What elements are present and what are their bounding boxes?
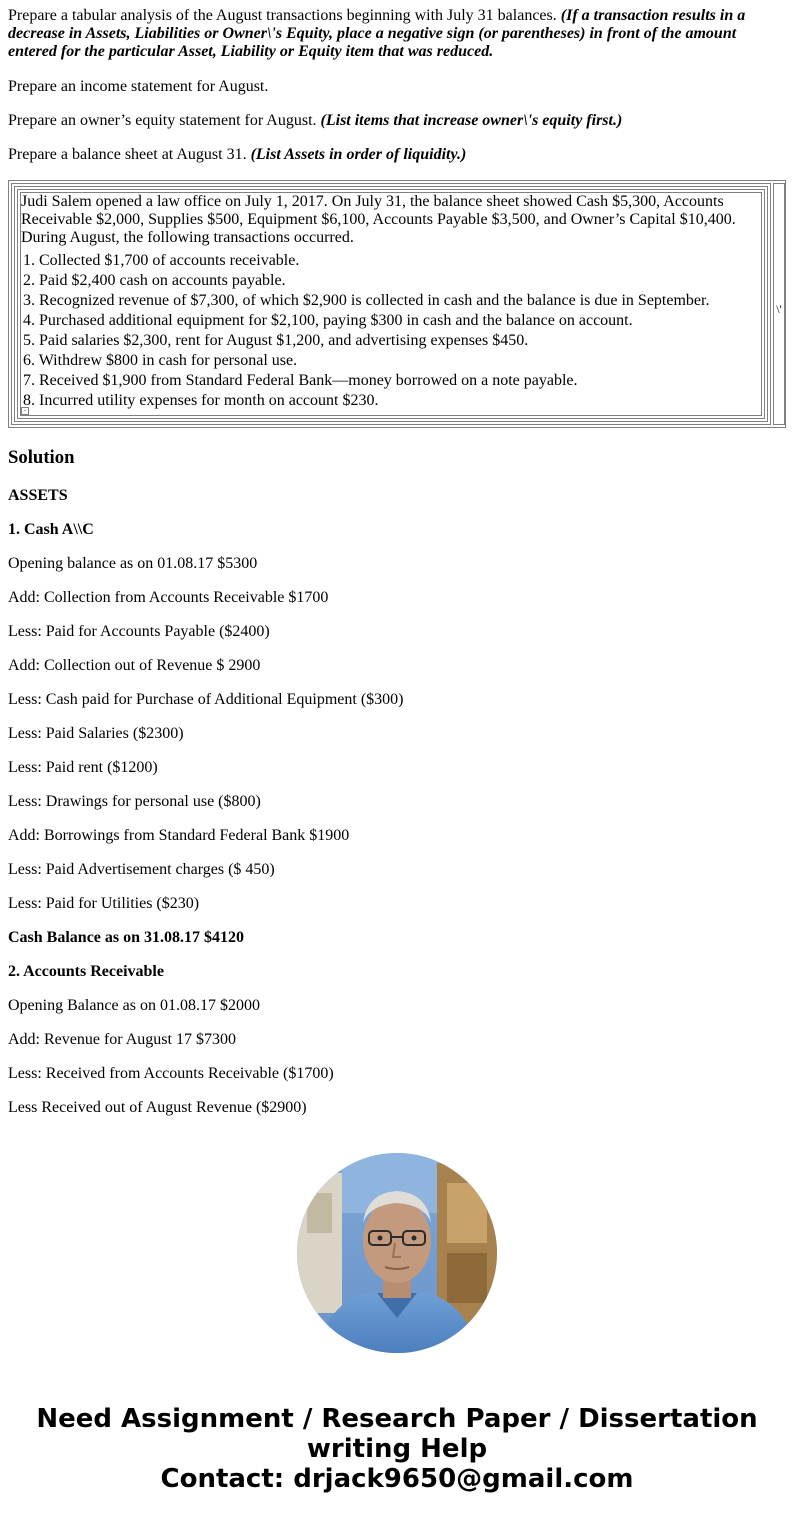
ar-line: Less Received out of August Revenue ($2900) (8, 1099, 307, 1116)
instruction-income-statement: Prepare an income statement for August. (8, 78, 269, 95)
transaction-list (23, 251, 763, 411)
cash-balance: Cash Balance as on 31.08.17 $4120 (8, 929, 245, 946)
instruction-text: Prepare an owner’s equity statement for August. (8, 112, 321, 129)
instruction-text: Prepare a balance sheet at August 31. (8, 146, 251, 163)
solution-heading: Solution (8, 447, 75, 468)
avatar (297, 1153, 497, 1353)
list-item: 5. Paid salaries $2,300, rent for August $1,200, and advertising expenses $450. (23, 332, 529, 349)
mini-box-mark: - (21, 407, 29, 415)
accounts-receivable-heading: 2. Accounts Receivable (8, 963, 164, 980)
list-item: 1. Collected $1,700 of accounts receivable. (23, 252, 300, 269)
instruction-balance-sheet (8, 146, 778, 164)
ar-line: Opening Balance as on 01.08.17 $2000 (8, 997, 260, 1014)
cash-line: Less: Paid for Accounts Payable ($2400) (8, 623, 270, 640)
instruction-equity-statement (8, 112, 778, 130)
list-item: 2. Paid $2,400 cash on accounts payable. (23, 272, 286, 289)
cash-line: Add: Borrowings from Standard Federal Bank $1900 (8, 827, 350, 844)
problem-frame-content (20, 192, 762, 416)
list-item: 6. Withdrew $800 in cash for personal use. (23, 352, 298, 369)
list-item: 4. Purchased additional equipment for $2,100, paying $300 in cash and the balance on account. (23, 312, 633, 329)
footer-contact-email: Contact: drjack9650@gmail.com (160, 1464, 634, 1494)
ar-line: Less: Received from Accounts Receivable ($1700) (8, 1065, 334, 1082)
instruction-note: (List Assets in order of liquidity.) (250, 146, 467, 163)
footer-contact (0, 1404, 794, 1494)
problem-cell (11, 183, 771, 425)
list-item: 3. Recognized revenue of $7,300, of which $2,900 is collected in cash and the balance is due in September. (23, 292, 710, 309)
side-mark: \' (776, 302, 782, 316)
cash-line: Less: Paid rent ($1200) (8, 759, 158, 776)
cash-line: Add: Collection from Accounts Receivable $1700 (8, 589, 329, 606)
problem-table (8, 180, 786, 428)
cash-line: Add: Collection out of Revenue $ 2900 (8, 657, 261, 674)
cash-heading: 1. Cash A\\C (8, 521, 94, 538)
cash-line: Less: Cash paid for Purchase of Additional Equipment ($300) (8, 691, 404, 708)
footer-line: Need Assignment / Research Paper / Dissertation (36, 1404, 758, 1434)
instruction-note: (If a transaction results in a decrease in Assets, Liabilities or Owner\'s Equity, place a negative sign (or parentheses) in front of the amount entered for the particular Asset, Liability or Equity item that was reduced. (8, 7, 746, 60)
avatar-portrait (297, 1153, 497, 1353)
problem-description: Judi Salem opened a law office on July 1, 2017. On July 31, the balance sheet showed Cash $5,300, Accounts Receivable $2,000, Supplies $500, Equipment $6,100, Accounts Payable $3,500, and Owner’s Capital $10,400. During August, the following transactions occurred. (21, 193, 736, 246)
cash-line: Less: Paid Advertisement charges ($ 450) (8, 861, 275, 878)
instruction-text: Prepare a tabular analysis of the August transactions beginning with July 31 balances. (8, 7, 561, 24)
assets-label: ASSETS (8, 487, 68, 504)
footer-line: writing Help (306, 1434, 488, 1464)
cash-line: Opening balance as on 01.08.17 $5300 (8, 555, 258, 572)
problem-frame-inner (17, 189, 765, 419)
instruction-tabular-analysis (8, 7, 778, 61)
list-item: 7. Received $1,900 from Standard Federal Bank—money borrowed on a note payable. (23, 372, 578, 389)
instruction-note: (List items that increase owner\'s equity first.) (320, 112, 623, 129)
problem-frame (14, 186, 768, 422)
list-item: 8. Incurred utility expenses for month on account $230. (23, 392, 379, 409)
cash-line: Less: Paid for Utilities ($230) (8, 895, 200, 912)
ar-line: Add: Revenue for August 17 $7300 (8, 1031, 236, 1048)
cash-line: Less: Drawings for personal use ($800) (8, 793, 261, 810)
side-cell (773, 183, 785, 425)
cash-line: Less: Paid Salaries ($2300) (8, 725, 184, 742)
